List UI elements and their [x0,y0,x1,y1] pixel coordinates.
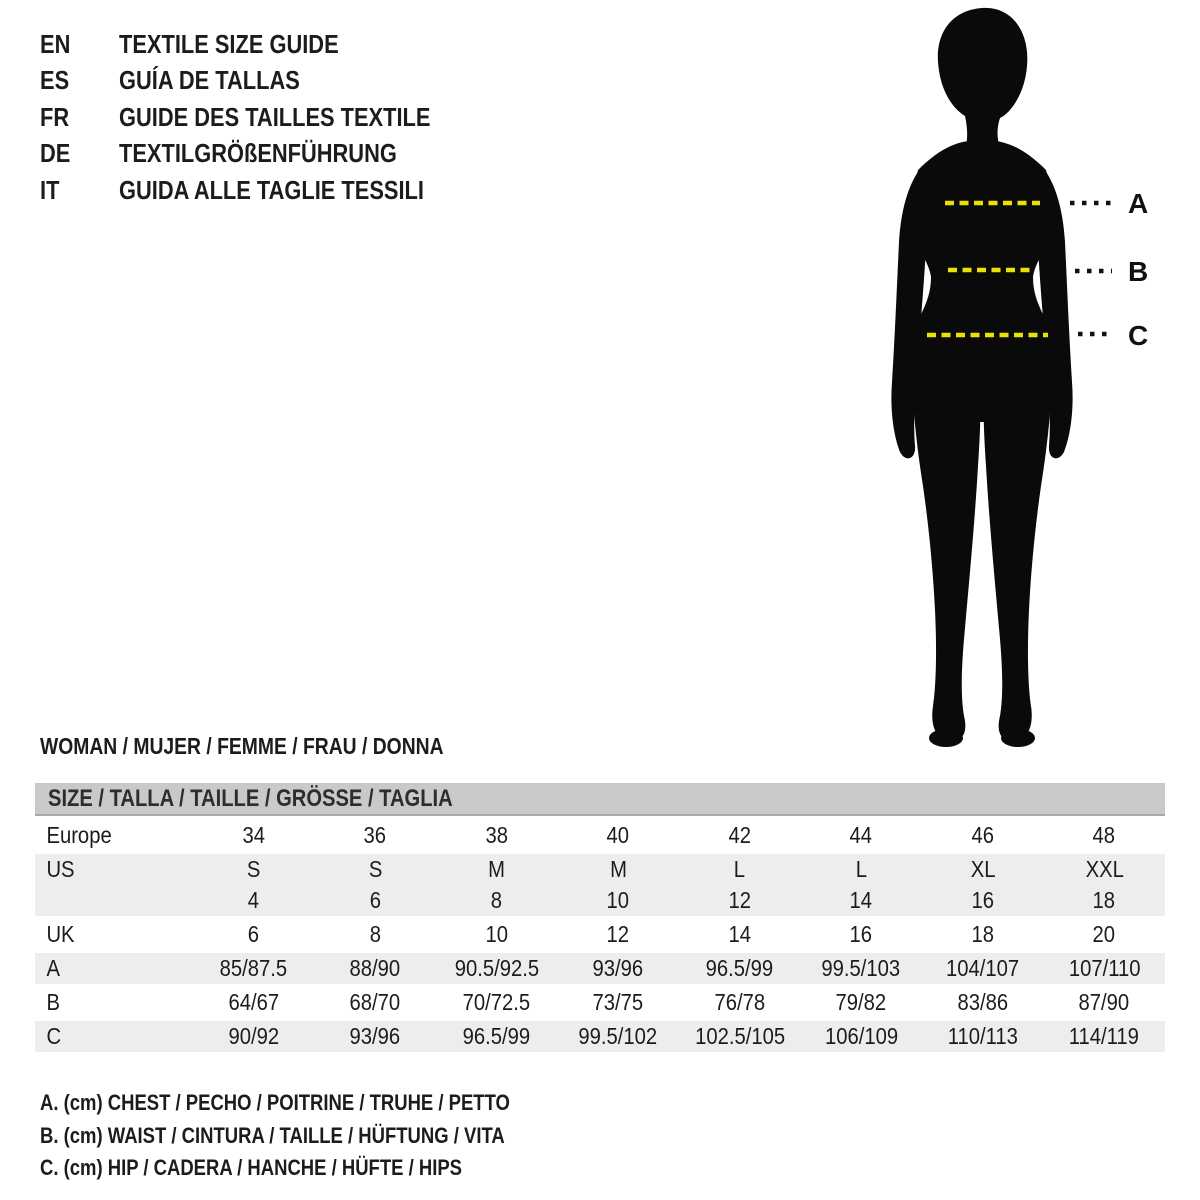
size-cell: 36 [363,822,387,848]
guide-title-it: GUIDA ALLE TAGLIE TESSILI [119,174,424,205]
language-row-de [40,136,490,173]
size-cell: 20 [1092,921,1116,947]
silhouette-left-foot [929,729,963,747]
size-cell: 38 [485,822,509,848]
language-code: DE [40,138,71,169]
size-cell: S [368,856,383,882]
measurement-figure [860,0,1200,760]
size-cell: 6 [248,921,260,947]
size-cell: 6 [369,887,381,913]
size-cell: M [609,856,627,882]
size-cell: 68/70 [349,989,401,1015]
legend-row-waist: B. (cm) WAIST / CINTURA / TAILLE / HÜFTUNG / VITA [40,1122,505,1148]
language-guide-list [40,26,490,209]
row-label: Europe [46,822,112,848]
size-cell: 10 [485,921,509,947]
table-row-us-block [35,854,1165,916]
size-cell: 34 [242,822,266,848]
guide-title-en: TEXTILE SIZE GUIDE [119,28,339,59]
size-cell: 96.5/99 [705,955,774,981]
size-cell: 93/96 [592,955,644,981]
silhouette-left-leg [911,330,980,741]
woman-silhouette-icon [860,0,1200,760]
leader-dot-lines [1070,203,1114,334]
size-cell: 44 [849,822,873,848]
size-cell: 12 [728,887,752,913]
language-row-fr [40,99,490,136]
guide-title-de: TEXTILGRÖßENFÜHRUNG [119,138,397,169]
size-cell: 114/119 [1069,1023,1140,1049]
size-cell: 79/82 [835,989,887,1015]
size-cell: 104/107 [946,955,1020,981]
section-title-woman: WOMAN / MUJER / FEMME / FRAU / DONNA [40,733,444,759]
row-label: C [46,1023,62,1049]
language-row-es [40,63,490,100]
size-cell: 93/96 [349,1023,401,1049]
language-code: EN [40,28,71,59]
size-cell: 99.5/103 [821,955,901,981]
size-cell: 90.5/92.5 [454,955,539,981]
size-cell: 85/87.5 [219,955,288,981]
size-cell: 48 [1092,822,1116,848]
row-label: A [46,955,60,981]
size-cell: 73/75 [592,989,644,1015]
size-cell: S [246,856,261,882]
size-cell: 4 [248,887,260,913]
legend-row-chest: A. (cm) CHEST / PECHO / POITRINE / TRUHE / PETTO [40,1090,510,1116]
size-cell: 76/78 [714,989,766,1015]
size-cell: 14 [849,887,873,913]
row-label: US [46,856,75,882]
table-row-chest-a [35,953,1165,984]
measure-legend [40,1087,599,1185]
table-row-hip-c [35,1021,1165,1052]
guide-title-es: GUÍA DE TALLAS [119,65,300,96]
size-cell: 10 [606,887,630,913]
silhouette-right-foot [1001,729,1035,747]
table-row-uk [35,919,1165,950]
row-label: B [46,989,60,1015]
table-row-us-letters [35,854,1165,885]
language-row-en [40,26,490,63]
size-cell: 110/113 [947,1023,1018,1049]
language-row-it [40,172,490,209]
marker-label-c: C [1128,320,1149,351]
language-code: ES [40,65,70,96]
size-cell: 64/67 [228,989,280,1015]
size-cell: 88/90 [349,955,401,981]
language-code: IT [40,174,60,205]
size-cell: 8 [491,887,503,913]
size-cell: M [488,856,506,882]
language-code: FR [40,101,70,132]
size-cell: 99.5/102 [578,1023,658,1049]
silhouette-right-leg [984,330,1053,741]
size-cell: 40 [606,822,630,848]
size-cell: 46 [971,822,995,848]
size-cell: 87/90 [1078,989,1130,1015]
size-cell: 90/92 [228,1023,280,1049]
table-row-waist-b [35,987,1165,1018]
size-cell: 107/110 [1068,955,1141,981]
size-cell: 42 [728,822,752,848]
size-cell: L [734,856,746,882]
size-cell: 18 [971,921,995,947]
size-cell: 14 [728,921,752,947]
size-cell: XXL [1085,856,1124,882]
size-table [35,783,1165,1055]
size-table-header-label: SIZE / TALLA / TAILLE / GRÖSSE / TAGLIA [48,784,453,812]
size-cell: 96.5/99 [462,1023,531,1049]
size-cell: L [855,856,867,882]
size-cell: 83/86 [957,989,1009,1015]
size-cell: 12 [606,921,630,947]
size-cell: XL [970,856,996,882]
table-row-us-numbers [35,885,1165,916]
size-cell: 16 [849,921,873,947]
row-label: UK [46,921,75,947]
size-cell: 8 [369,921,381,947]
size-cell: 106/109 [824,1023,898,1049]
silhouette-body [891,8,1072,747]
size-cell: 18 [1092,887,1116,913]
size-cell: 70/72.5 [462,989,531,1015]
guide-title-fr: GUIDE DES TAILLES TEXTILE [119,101,431,132]
marker-label-a: A [1128,188,1149,219]
size-cell: 16 [971,887,995,913]
marker-label-b: B [1128,256,1149,287]
table-row-europe [35,820,1165,851]
size-table-header [35,783,1165,816]
legend-row-hip: C. (cm) HIP / CADERA / HANCHE / HÜFTE / HIPS [40,1155,463,1181]
size-cell: 102.5/105 [694,1023,785,1049]
silhouette-head [938,8,1027,152]
